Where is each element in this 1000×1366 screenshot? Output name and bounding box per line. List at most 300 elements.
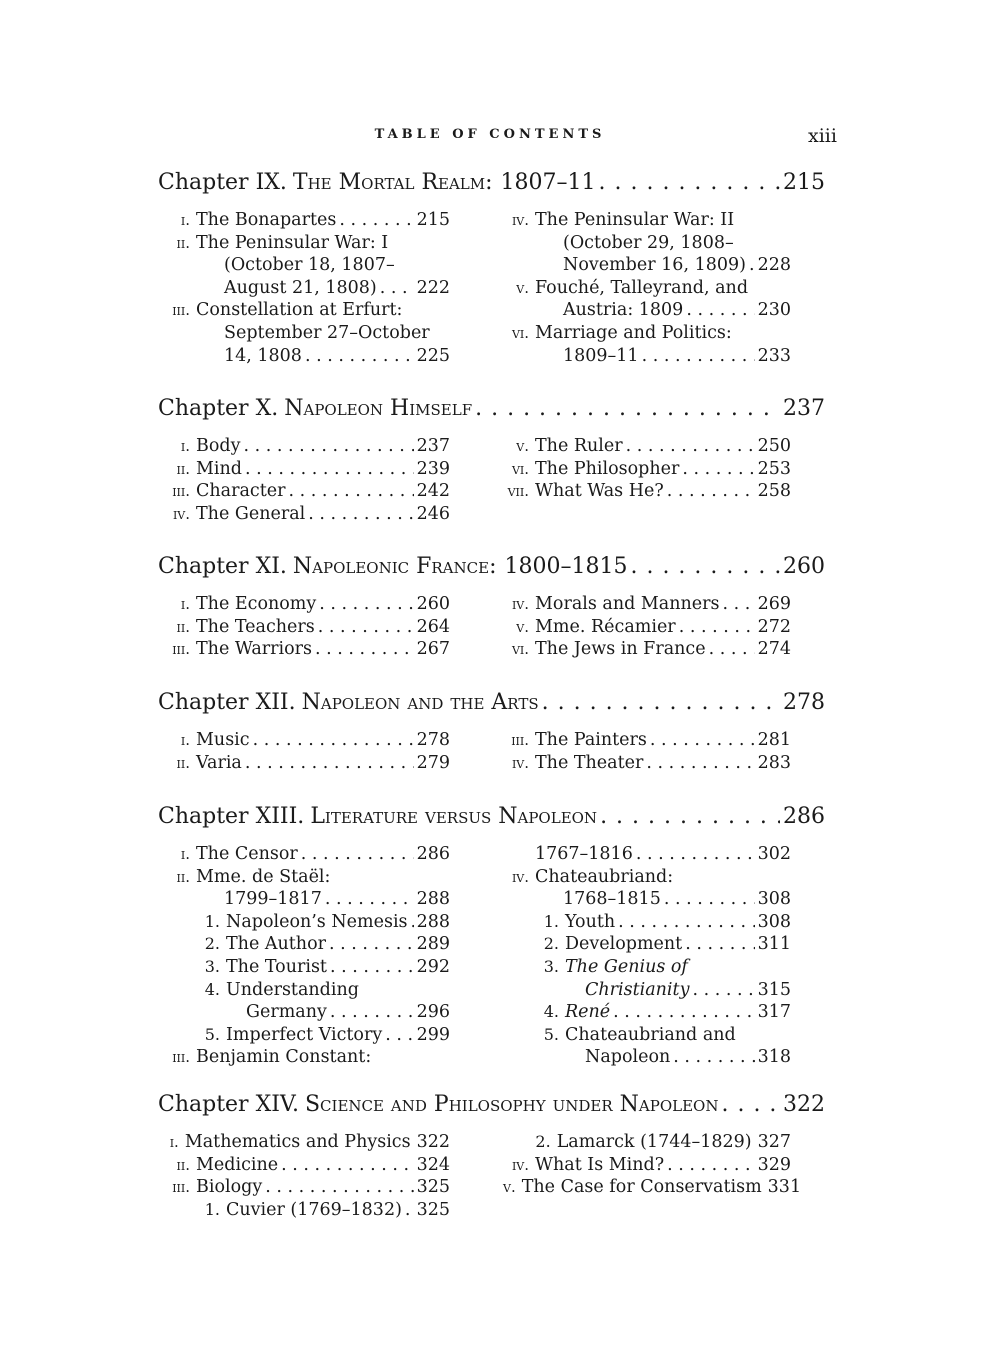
section-title: Mme. Récamier: [535, 616, 676, 637]
dot-leader: [288, 481, 413, 501]
section-page-number: 331: [767, 1177, 802, 1198]
chapter-label: Chapter IX.: [158, 170, 287, 195]
section-page-number: 237: [416, 436, 450, 456]
chapter-label: Chapter XII.: [158, 690, 296, 715]
section-title: The Economy: [196, 594, 317, 614]
section-page-number: 318: [757, 1047, 791, 1068]
dot-leader: [245, 459, 414, 479]
section-page-number: 329: [757, 1154, 791, 1175]
toc-entry-line[interactable]: [164, 1002, 450, 1025]
section-page-number: 302: [757, 844, 791, 864]
chapter-label: Chapter X.: [158, 396, 279, 421]
dot-leader: [626, 436, 755, 456]
section-page-number: 225: [416, 345, 450, 366]
toc-entry-line[interactable]: [164, 459, 450, 482]
dot-leader: [244, 436, 414, 456]
dot-leader: [682, 459, 754, 479]
chapter-title: Napoleonic France:: [292, 554, 497, 579]
toc-entry-line[interactable]: [164, 844, 450, 867]
section-page-number: 269: [757, 594, 791, 614]
section-column-right: [503, 730, 791, 775]
toc-entry-line[interactable]: [164, 210, 450, 233]
section-title: The Peninsular War: I: [196, 232, 389, 253]
toc-entry-line[interactable]: [164, 639, 450, 662]
section-number: iv.: [511, 753, 529, 772]
section-columns: [158, 1132, 825, 1222]
toc-entry-line[interactable]: [503, 1155, 791, 1178]
toc-entry-line[interactable]: [164, 912, 450, 935]
subsection-number: 4.: [543, 1002, 559, 1022]
toc-entry-line: [164, 1047, 450, 1070]
section-column-right: [503, 1132, 802, 1200]
chapter-title: The Mortal Realm:: [292, 170, 493, 195]
section-number: iv.: [511, 1155, 529, 1174]
section-number: ii.: [176, 1155, 190, 1174]
section-page-number: 288: [416, 911, 450, 932]
toc-entry-line: [503, 323, 791, 346]
section-page-number: 281: [757, 730, 791, 750]
section-page-number: 258: [757, 481, 791, 502]
subsection-number: 1.: [204, 911, 220, 931]
section-number: iii.: [172, 301, 190, 320]
section-page-number: 267: [416, 639, 450, 660]
toc-entry-line: [503, 867, 791, 890]
section-title: Body: [196, 436, 241, 456]
chapter-label: Chapter XIII.: [158, 804, 305, 829]
section-columns: [158, 210, 825, 368]
section-title: (October 18, 1807–: [224, 255, 395, 276]
section-number: iv.: [172, 504, 190, 523]
subsection-number: 2.: [204, 934, 220, 954]
section-page-number: 325: [416, 1199, 450, 1220]
dot-leader: [405, 1200, 414, 1220]
section-title: The Theater: [535, 752, 644, 773]
dot-leader: [301, 844, 414, 864]
section-page-number: 239: [416, 458, 450, 479]
section-page-number: 250: [757, 436, 791, 456]
section-title: Germany: [246, 1002, 327, 1023]
subsection-number: 3.: [204, 956, 220, 976]
section-title: Chateaubriand:: [535, 866, 674, 887]
dot-leader: [722, 594, 754, 614]
section-title: The Peninsular War: II: [535, 210, 735, 230]
section-number: i.: [180, 437, 190, 455]
dot-leader: [253, 730, 414, 750]
chapter-ix: [158, 170, 825, 368]
toc-entry-line[interactable]: [164, 617, 450, 640]
toc-entry-line[interactable]: [503, 639, 791, 662]
toc-entry-line[interactable]: [503, 730, 791, 753]
section-page-number: 279: [416, 752, 450, 773]
dot-leader: [721, 1092, 780, 1117]
toc-entry-line[interactable]: [503, 844, 791, 867]
dot-leader: [245, 753, 414, 773]
toc-entry-line: [503, 210, 791, 233]
toc-entry-line[interactable]: [503, 594, 791, 617]
section-column-left: [164, 730, 450, 775]
dot-leader: [318, 617, 414, 637]
section-number: i.: [169, 1133, 179, 1151]
toc-entry-line[interactable]: [164, 1025, 450, 1048]
toc-entry-line[interactable]: [164, 504, 450, 527]
section-column-left: [164, 210, 450, 368]
chapter-heading[interactable]: [158, 170, 825, 200]
toc-entry-line[interactable]: [164, 1132, 450, 1155]
toc-entry-line[interactable]: [164, 753, 450, 776]
dot-leader: [636, 844, 755, 864]
section-title: The Genius of: [565, 956, 688, 977]
toc-entry-line[interactable]: [164, 594, 450, 617]
toc-entry-line: [164, 233, 450, 256]
section-page-number: 278: [416, 730, 450, 750]
section-column-left: [164, 436, 450, 526]
toc-entry-line[interactable]: [164, 889, 450, 912]
section-number: iii.: [511, 731, 529, 749]
toc-entry-line: [164, 867, 450, 890]
dot-leader: [319, 594, 413, 614]
chapter-title: Napoleon Himself: [284, 396, 473, 421]
dot-leader: [475, 396, 780, 421]
chapter-title: Literature versus Napoleon: [310, 804, 598, 829]
section-title: The Case for Conservatism: [521, 1177, 762, 1198]
dot-leader: [686, 300, 754, 320]
section-title: Character: [196, 481, 286, 502]
section-page-number: 308: [757, 911, 791, 932]
section-page-number: 246: [416, 503, 450, 524]
section-title: Mind: [196, 458, 242, 479]
section-title: What Was He?: [535, 481, 664, 502]
toc-entry-line: [503, 233, 791, 256]
section-number: vi.: [511, 640, 529, 659]
dot-leader: [308, 504, 413, 524]
dot-leader: [667, 481, 755, 501]
section-column-right: [503, 436, 791, 504]
section-column-right: [503, 594, 791, 662]
subsection-number: 1.: [543, 911, 559, 931]
toc-entry-line[interactable]: [503, 436, 791, 459]
toc-entry-line[interactable]: [503, 1177, 802, 1200]
toc-entry-line: [164, 300, 450, 323]
section-number: vii.: [507, 482, 529, 501]
dot-leader: [330, 1002, 414, 1022]
section-number: ii.: [176, 459, 190, 478]
section-title: Development: [565, 934, 683, 955]
section-page-number: 322: [416, 1132, 450, 1152]
section-title: Marriage and Politics:: [535, 322, 732, 343]
section-number: ii.: [176, 867, 190, 886]
section-title: Understanding: [226, 979, 359, 1000]
section-title: Biology: [196, 1177, 263, 1198]
dot-leader: [411, 912, 414, 932]
section-page-number: 288: [416, 889, 450, 910]
section-title: Cuvier (1769–1832): [226, 1199, 402, 1220]
section-title: Morals and Manners: [535, 594, 720, 614]
dot-leader: [305, 346, 414, 366]
toc-entry-line[interactable]: [164, 934, 450, 957]
toc-entry-line: [164, 255, 450, 278]
dot-leader: [618, 912, 754, 932]
dot-leader: [664, 889, 755, 909]
chapter-heading[interactable]: [158, 554, 825, 584]
section-page-number: 317: [757, 1002, 791, 1023]
section-title: Constellation at Erfurt:: [196, 300, 403, 321]
section-title: The Author: [226, 934, 326, 955]
section-number: iii.: [172, 1048, 190, 1067]
section-title: November 16, 1809): [563, 255, 746, 276]
dot-leader: [667, 1155, 754, 1175]
toc-entry-line[interactable]: [164, 481, 450, 504]
toc-entry-line: [164, 323, 450, 346]
section-title: Chateaubriand and: [565, 1024, 736, 1045]
section-number: iv.: [511, 867, 529, 886]
section-page-number: 324: [416, 1154, 450, 1175]
section-number: ii.: [176, 617, 190, 636]
section-page-number: 215: [416, 210, 450, 230]
section-title: Napoleon: [585, 1047, 671, 1068]
dot-leader: [599, 170, 780, 195]
section-page-number: 260: [416, 594, 450, 614]
section-page-number: 233: [757, 345, 791, 366]
toc-entry-line[interactable]: [503, 889, 791, 912]
subsection-number: 5.: [543, 1024, 559, 1044]
dot-leader: [380, 278, 414, 298]
section-title: Imperfect Victory: [226, 1024, 383, 1045]
chapter-x: [158, 396, 825, 526]
dot-leader: [265, 1177, 413, 1197]
toc-entry-line: [164, 980, 450, 1003]
section-title: 1767–1816: [535, 844, 633, 864]
dot-leader: [646, 753, 754, 773]
section-number: i.: [180, 211, 190, 229]
section-page-number: 315: [757, 979, 791, 1000]
section-page-number: 292: [416, 956, 450, 977]
section-title: Benjamin Constant:: [196, 1047, 372, 1068]
section-title: 1809–11: [563, 345, 639, 366]
section-number: iv.: [511, 595, 529, 613]
toc-entry-line[interactable]: [164, 278, 450, 301]
section-number: vi.: [511, 323, 529, 342]
chapter-page-number: 215: [783, 170, 825, 195]
chapter-label: Chapter XI.: [158, 554, 287, 579]
dot-leader: [315, 639, 414, 659]
section-title: 1799–1817: [224, 889, 322, 910]
toc-entry-line[interactable]: [164, 1200, 450, 1223]
toc-entry-line[interactable]: [503, 912, 791, 935]
section-title: The Tourist: [226, 956, 327, 977]
toc-entry-line[interactable]: [503, 481, 791, 504]
section-number: i.: [180, 845, 190, 863]
running-head-page-number: xiii: [808, 125, 837, 147]
running-head-title: TABLE OF CONTENTS: [374, 127, 606, 142]
section-number: v.: [503, 1178, 516, 1197]
dot-leader: [339, 210, 413, 230]
section-column-right: [503, 844, 791, 1070]
section-title: Austria: 1809: [563, 300, 684, 321]
section-column-left: [164, 1132, 450, 1222]
section-page-number: 311: [757, 934, 791, 955]
section-number: iii.: [172, 482, 190, 501]
section-number: iv.: [511, 211, 529, 229]
section-columns: [158, 436, 825, 526]
subsection-number: 5.: [204, 1024, 220, 1044]
section-page-number: 242: [416, 481, 450, 502]
chapter-heading[interactable]: [158, 396, 825, 426]
section-page-number: 272: [757, 616, 791, 637]
chapter-page-number: 278: [783, 690, 825, 715]
chapter-xiii: [158, 804, 825, 1070]
chapter-title: Science and Philosophy under Napoleon: [304, 1092, 719, 1117]
section-number: ii.: [176, 753, 190, 772]
section-page-number: 264: [416, 616, 450, 637]
dot-leader: [325, 889, 414, 909]
chapter-heading[interactable]: [158, 1092, 825, 1122]
section-page-number: 296: [416, 1002, 450, 1023]
chapter-heading[interactable]: [158, 690, 825, 720]
toc-entry-line: [503, 1025, 791, 1048]
section-number: i.: [180, 731, 190, 749]
dot-leader: [385, 1025, 413, 1045]
section-page-number: 230: [757, 300, 791, 321]
section-page-number: 308: [757, 889, 791, 910]
chapter-xiv: [158, 1092, 825, 1222]
section-number: i.: [180, 595, 190, 613]
dot-leader: [613, 1002, 754, 1022]
section-column-left: [164, 844, 450, 1070]
dot-leader: [642, 346, 755, 366]
toc-entry-line[interactable]: [164, 1155, 450, 1178]
subsection-number: 3.: [543, 956, 559, 976]
dot-leader: [673, 1047, 754, 1067]
section-column-right: [503, 210, 791, 368]
section-title: René: [565, 1002, 611, 1023]
section-title: The Jews in France: [535, 639, 706, 660]
section-title: The Ruler: [535, 436, 623, 456]
section-title: September 27–October: [224, 322, 430, 343]
section-columns: [158, 594, 825, 662]
toc-entry-line[interactable]: [164, 957, 450, 980]
chapter-xii: [158, 690, 825, 775]
toc-entry-line[interactable]: [503, 1002, 791, 1025]
chapter-page-number: 286: [783, 804, 825, 829]
toc-entry-line[interactable]: [503, 1047, 791, 1070]
section-page-number: 299: [416, 1024, 450, 1045]
section-page-number: 286: [416, 844, 450, 864]
toc-entry-line[interactable]: [503, 934, 791, 957]
subsection-number: 4.: [204, 979, 220, 999]
subsection-number: 2.: [535, 1132, 551, 1151]
toc-entry-line: [503, 957, 791, 980]
section-title: Napoleon’s Nemesis: [226, 911, 408, 932]
section-page-number: 222: [416, 277, 450, 298]
chapter-label: Chapter XIV.: [158, 1092, 299, 1117]
chapter-xi: [158, 554, 825, 662]
toc-entry-line: [503, 278, 791, 301]
section-title: 14, 1808: [224, 345, 302, 366]
section-columns: [158, 844, 825, 1070]
section-title: Mme. de Staël:: [196, 866, 331, 887]
section-title: Mathematics and Physics: [184, 1132, 411, 1152]
section-number: iii.: [172, 1178, 190, 1197]
toc-entry-line[interactable]: [164, 730, 450, 753]
section-number: vi.: [511, 459, 529, 478]
section-number: v.: [516, 617, 529, 636]
section-title: 1768–1815: [563, 889, 661, 910]
toc-entry-line[interactable]: [503, 753, 791, 776]
chapter-dates: 1807–11: [500, 170, 596, 195]
section-title: Music: [196, 730, 250, 750]
section-title: The Teachers: [196, 616, 315, 637]
dot-leader: [281, 1155, 413, 1175]
section-page-number: 327: [757, 1132, 791, 1152]
section-title: What Is Mind?: [535, 1154, 665, 1175]
dot-leader: [330, 957, 414, 977]
toc-entry-line[interactable]: [503, 980, 791, 1003]
toc-entry-line[interactable]: [164, 436, 450, 459]
section-title: The Painters: [535, 730, 647, 750]
dot-leader: [630, 554, 780, 579]
section-title: Youth: [565, 911, 616, 932]
section-page-number: 325: [416, 1177, 450, 1198]
section-number: v.: [516, 437, 529, 455]
section-title: The Philosopher: [535, 458, 680, 479]
dot-leader: [650, 730, 755, 750]
subsection-number: 2.: [543, 934, 559, 954]
toc-entry-line[interactable]: [503, 1132, 791, 1155]
section-title: (October 29, 1808–: [563, 232, 734, 253]
section-page-number: 289: [416, 934, 450, 955]
dot-leader: [329, 934, 414, 954]
toc-entry-line[interactable]: [503, 617, 791, 640]
section-page-number: 274: [757, 639, 791, 660]
section-title: Fouché, Talleyrand, and: [535, 277, 749, 298]
section-title: The Censor: [196, 844, 298, 864]
section-page-number: 253: [757, 458, 791, 479]
section-title: The Bonapartes: [196, 210, 337, 230]
toc-entry-line[interactable]: [503, 300, 791, 323]
chapter-title: Napoleon and the Arts: [301, 690, 539, 715]
section-title: The Warriors: [196, 639, 312, 660]
section-title: Varia: [196, 752, 242, 773]
section-column-left: [164, 594, 450, 662]
section-title: August 21, 1808): [224, 277, 377, 298]
section-title: Christianity: [585, 979, 690, 1000]
section-number: v.: [516, 278, 529, 297]
toc-entry-line[interactable]: [503, 459, 791, 482]
section-page-number: 228: [757, 255, 791, 276]
dot-leader: [679, 617, 755, 637]
chapter-page-number: 260: [783, 554, 825, 579]
toc-entry-line[interactable]: [503, 255, 791, 278]
toc-entry-line[interactable]: [503, 346, 791, 369]
section-columns: [158, 730, 825, 775]
dot-leader: [692, 980, 754, 1000]
section-page-number: 283: [757, 752, 791, 773]
dot-leader: [600, 804, 780, 829]
running-head: [0, 127, 1000, 149]
dot-leader: [749, 255, 755, 275]
subsection-number: 1.: [204, 1199, 220, 1219]
dot-leader: [542, 690, 780, 715]
chapter-dates: 1800–1815: [504, 554, 628, 579]
section-number: ii.: [176, 233, 190, 252]
section-title: Medicine: [196, 1154, 279, 1175]
section-title: The General: [196, 503, 306, 524]
chapter-page-number: 322: [783, 1092, 825, 1117]
toc-entry-line[interactable]: [164, 346, 450, 369]
section-number: iii.: [172, 640, 190, 659]
chapter-heading[interactable]: [158, 804, 825, 834]
toc-entry-line[interactable]: [164, 1177, 450, 1200]
